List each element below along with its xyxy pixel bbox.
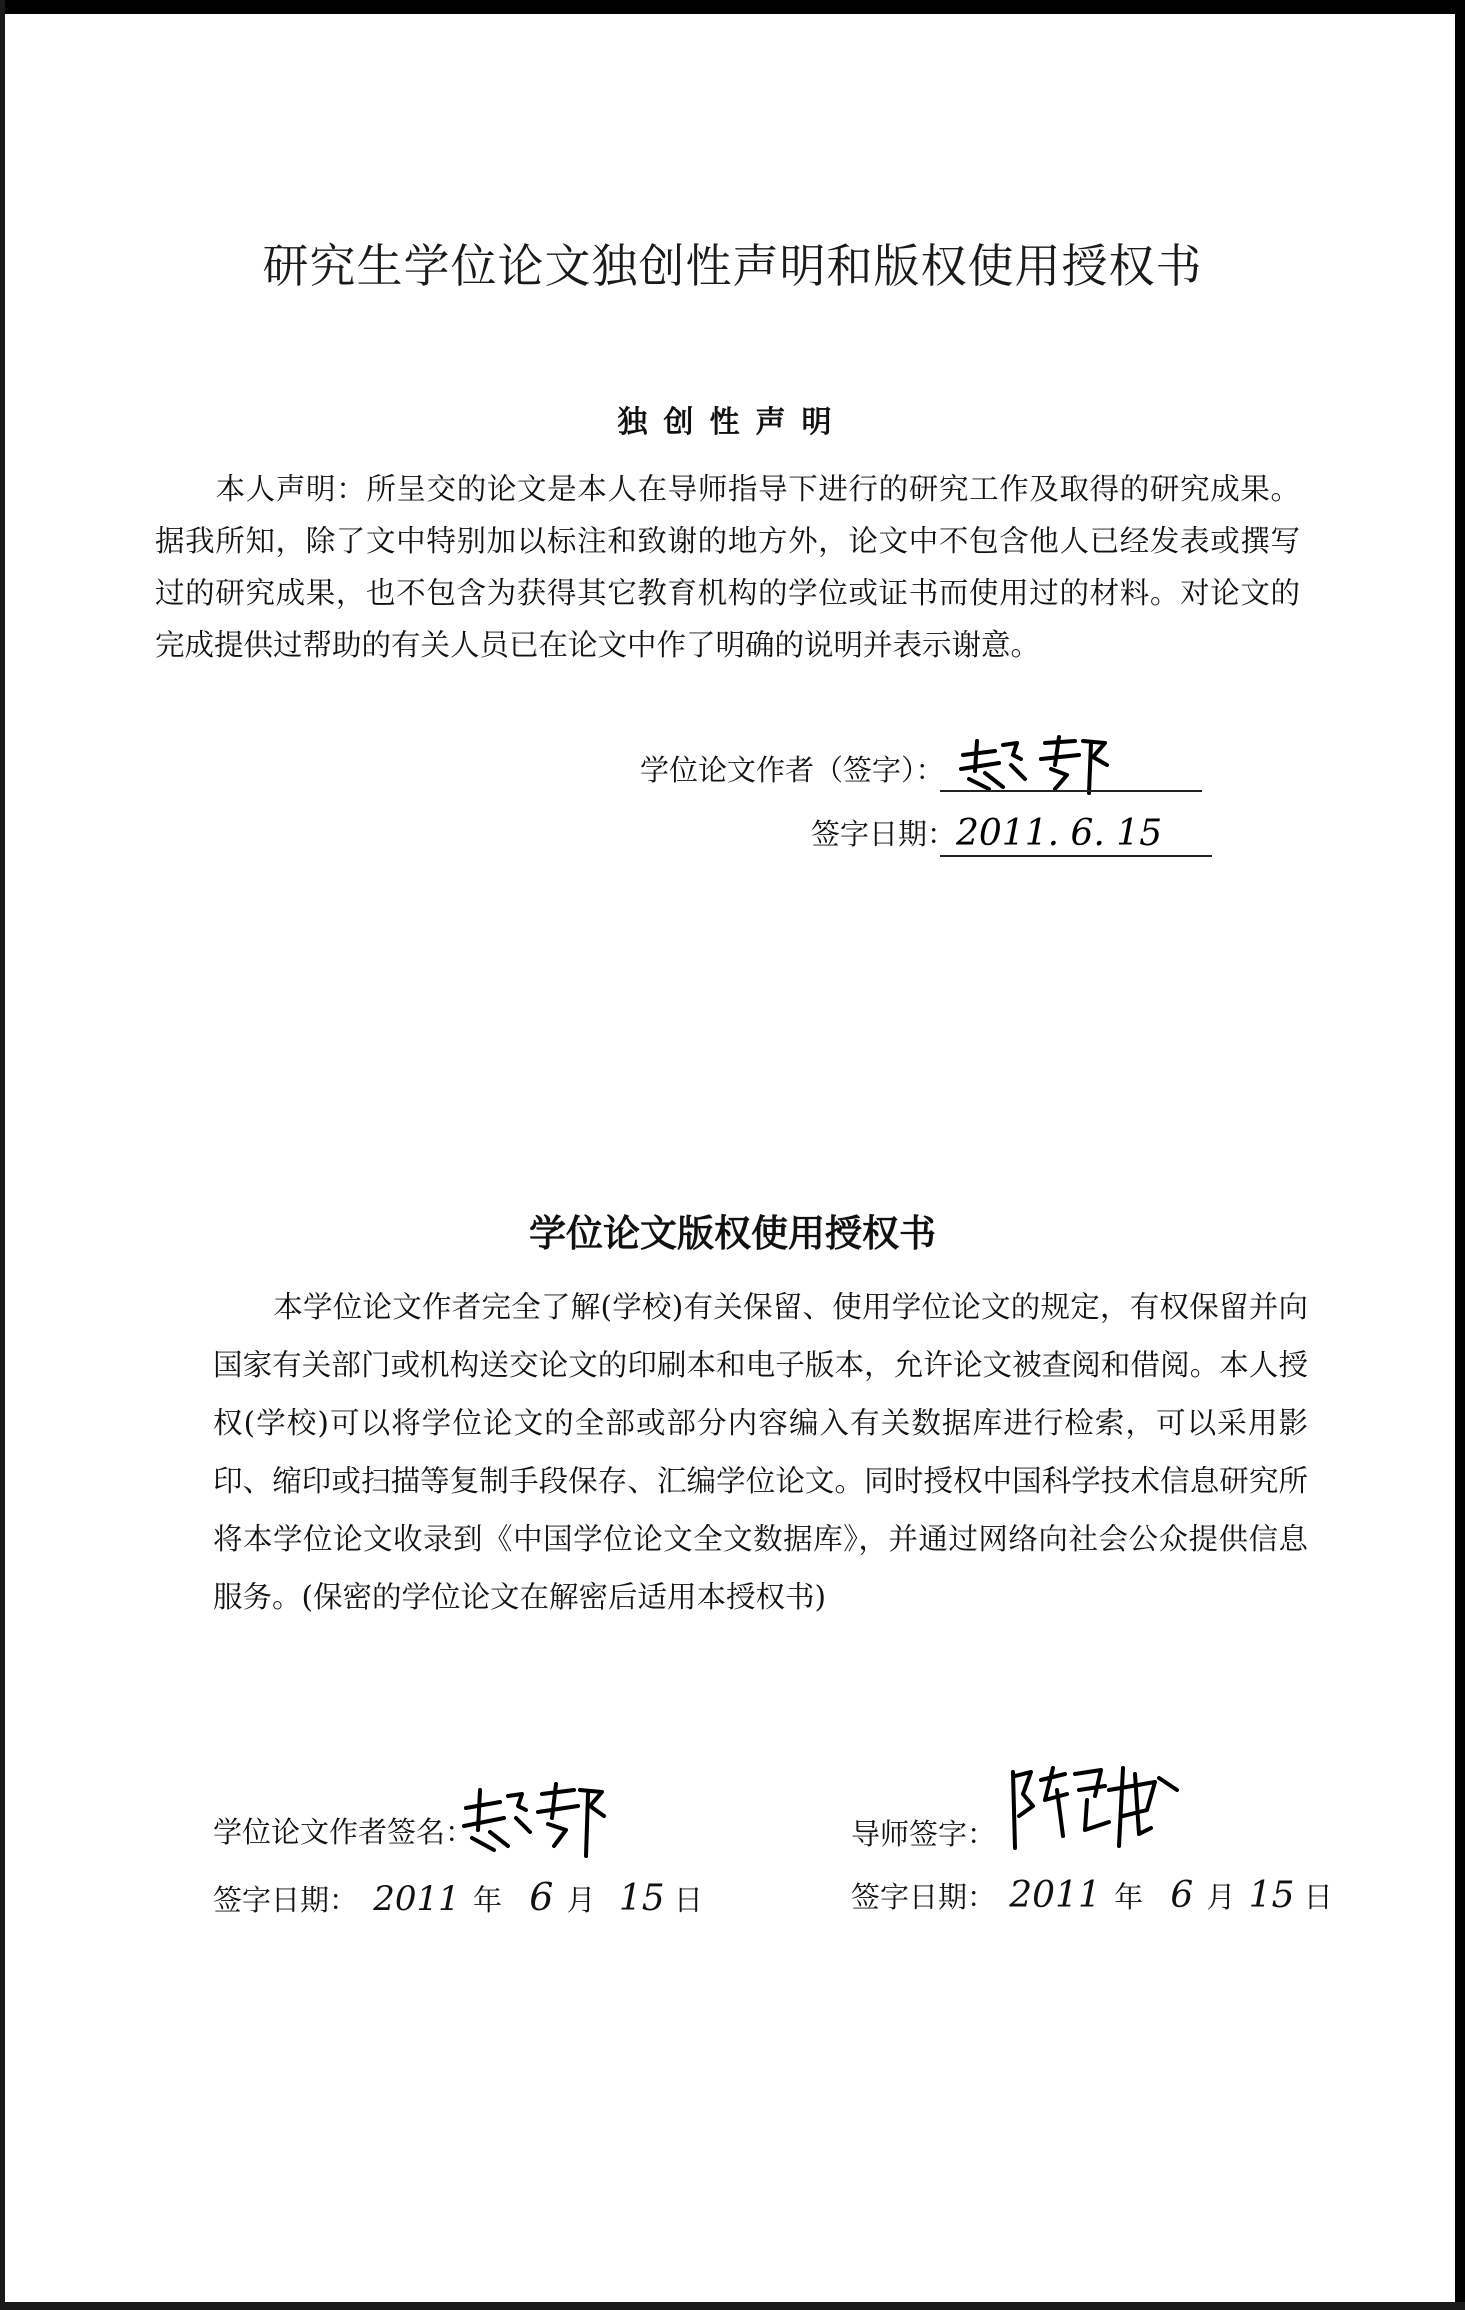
authorization-author-month-unit: 月 — [566, 1883, 596, 1917]
authorization-author-year-unit: 年 — [472, 1883, 502, 1917]
originality-author-signature — [955, 735, 1115, 795]
authorization-advisor-day-unit: 日 — [1303, 1880, 1333, 1914]
authorization-author-day-unit: 日 — [673, 1883, 703, 1917]
authorization-author-label: 学位论文作者签名： — [213, 1815, 475, 1849]
authorization-advisor-year-unit: 年 — [1114, 1880, 1144, 1914]
authorization-advisor-date-day: 15 — [1248, 1875, 1295, 1916]
originality-date-line — [940, 855, 1212, 857]
authorization-heading: 学位论文版权使用授权书 — [529, 1212, 936, 1255]
authorization-author-date-month: 6 — [529, 1875, 554, 1919]
authorization-advisor-date-year: 2011 — [1009, 1875, 1101, 1916]
scan-edge-right — [1455, 0, 1465, 2310]
scan-edge-top — [0, 0, 1465, 14]
scan-edge-left — [0, 0, 5, 2310]
originality-heading: 独创性声明 — [617, 405, 848, 440]
authorization-text: 本学位论文作者完全了解(学校)有关保留、使用学位论文的规定，有权保留并向国家有关部门或机构送交论文的印刷本和电子版本，允许论文被查阅和借阅。本人授权(学校)可以将学位论文的全部或部分内容编入有关数据库进行检索，可以采用影印、缩印或扫描等复制手段保存、汇编学位论文。同时授权中国科学技术信息研究所将本学位论文收录到《中国学位论文全文数据库》，并通过网络向社会公众提供信息服务。(保密的学位论文在解密后适用本授权书) — [213, 1290, 1308, 1614]
authorization-author-date-label: 签字日期： — [213, 1883, 359, 1917]
authorization-paragraph — [213, 1278, 1308, 1626]
originality-text: 本人声明：所呈交的论文是本人在导师指导下进行的研究工作及取得的研究成果。据我所知，除了文中特别加以标注和致谢的地方外，论文中不包含他人已经发表或撰写过的研究成果，也不包含为获得其它教育机构的学位或证书而使用过的材料。对论文的完成提供过帮助的有关人员已在论文中作了明确的说明并表示谢意。 — [155, 472, 1300, 662]
authorization-author-signature-row — [213, 1810, 474, 1851]
authorization-advisor-date-row — [851, 1875, 1333, 1916]
originality-author-signature-row — [640, 748, 945, 789]
originality-date-value: 2011. 6. 15 — [956, 813, 1163, 854]
authorization-advisor-signature — [1005, 1760, 1185, 1855]
authorization-author-date-day: 15 — [618, 1878, 665, 1919]
originality-author-signature-line — [940, 790, 1202, 792]
authorization-author-date-year: 2011 — [373, 1879, 460, 1919]
originality-author-label: 学位论文作者（签字）： — [640, 753, 945, 787]
authorization-advisor-month-unit: 月 — [1206, 1880, 1236, 1914]
originality-date-row — [811, 812, 956, 853]
originality-date-handwritten — [952, 805, 1163, 855]
authorization-advisor-date-month: 6 — [1170, 1875, 1194, 1916]
originality-paragraph — [155, 463, 1300, 671]
authorization-advisor-label: 导师签字： — [851, 1817, 997, 1851]
authorization-author-date-row — [213, 1875, 703, 1919]
authorization-advisor-date-label: 签字日期： — [851, 1880, 997, 1914]
authorization-author-signature — [460, 1780, 610, 1860]
scan-edge-bottom — [0, 2302, 1465, 2310]
page-title: 研究生学位论文独创性声明和版权使用授权书 — [262, 239, 1203, 293]
authorization-advisor-signature-row — [851, 1812, 996, 1853]
originality-date-label: 签字日期： — [811, 817, 957, 851]
